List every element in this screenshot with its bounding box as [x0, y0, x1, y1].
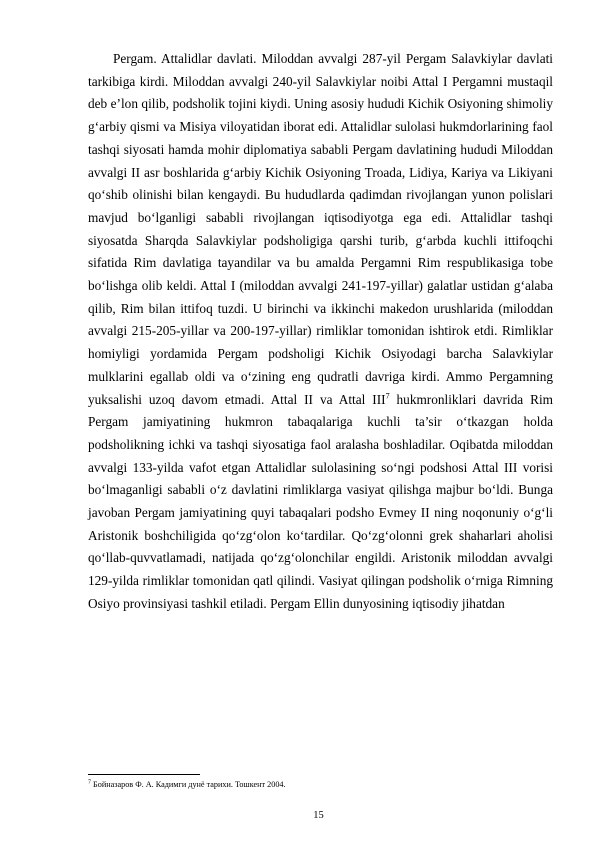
paragraph-text-part2: hukmronliklari davrida Rim Pergam jamiyatining hukmron tabaqalariga kuchli ta’sir o‘tkazgan holda podsholikning ichki va tashqi siyosatiga faol aralasha boshladilar. Oqibatda miloddan avvalgi 133-yilda vafot etgan Attalidlar sulolasining so‘ngi podshosi Attal III vorisi bo‘lmaganligi sababli o‘z davlatini rimliklarga vasiyat qilishga majbur bo‘ldi. Bunga javoban Pergam jamiyatining quyi tabaqalari podsho Evmey II ning noqonuniy o‘g‘li Aristonik boshchiligida qo‘zg‘olon ko‘tardilar. Qo‘zg‘olonni grek shaharlari aholisi qo‘llab-quvvatlamadi, natijada qo‘zg‘olonchilar engildi. Aristonik miloddan avvalgi 129-yilda rimliklar tomonidan qatl qilindi. Vasiyat qilingan podsholik o‘rniga Rimning Osiyo provinsiyasi tashkil etiladi. Pergam Ellin dunyosining iqtisodiy jihatdan: [88, 391, 553, 611]
footnote-number: 7: [88, 779, 91, 786]
footnote-separator: [88, 774, 200, 775]
footnote: [88, 780, 553, 790]
footnote-reference[interactable]: 7: [385, 391, 390, 401]
body-paragraph: [88, 48, 553, 616]
footnote-text: Бойназаров Ф. А. Кадимги дунё тарихи. Тошкент 2004.: [91, 780, 286, 789]
page-number: 15: [313, 810, 324, 821]
paragraph-text-part1: Pergam. Attalidlar davlati. Miloddan avvalgi 287-yil Pergam Salavkiylar davlati tarkibiga kirdi. Miloddan avvalgi 240-yil Salavkiylar noibi Attal I Pergamni mustaqil deb e’lon qilib, podsholik tojini kiydi. Uning asosiy hududi Kichik Osiyoning shimoliy g‘arbiy qismi va Misiya viloyatidan iborat edi. Attalidlar sulolasi hukmdorlarining faol tashqi siyosati hamda mohir diplomatiya sababli Pergam davlatining hududi Miloddan avvalgi II asr boshlarida g‘arbiy Kichik Osiyoning Troada, Lidiya, Kariya va Likiyani qo‘shib olinishi bilan kengaydi. Bu hududlarda qadimdan rivojlangan yunon polislari mavjud bo‘lganligi sababli rivojlangan iqtisodiyotga ega edi. Attalidlar tashqi siyosatda Sharqda Salavkiylar podsholigiga qarshi turib, g‘arbda kuchli ittifoqchi sifatida Rim davlatiga tayandilar va bu amalda Pergamni Rim respublikasiga tobe bo‘lishga olib keldi. Attal I (miloddan avvalgi 241-197-yillar) galatlar ustidan g‘alaba qilib, Rim bilan ittifoq tuzdi. U birinchi va ikkinchi makedon urushlarida (miloddan avvalgi 215-205-yillar va 200-197-yillar) rimliklar tomonidan ishtirok etdi. Rimliklar homiyligi yordamida Pergam podsholigi Kichik Osiyodagi barcha Salavkiylar mulklarini egallab oldi va o‘zining eng qudratli davriga kirdi. Ammo Pergamning yuksalishi uzoq davom etmadi. Attal II va Attal III: [88, 51, 553, 407]
